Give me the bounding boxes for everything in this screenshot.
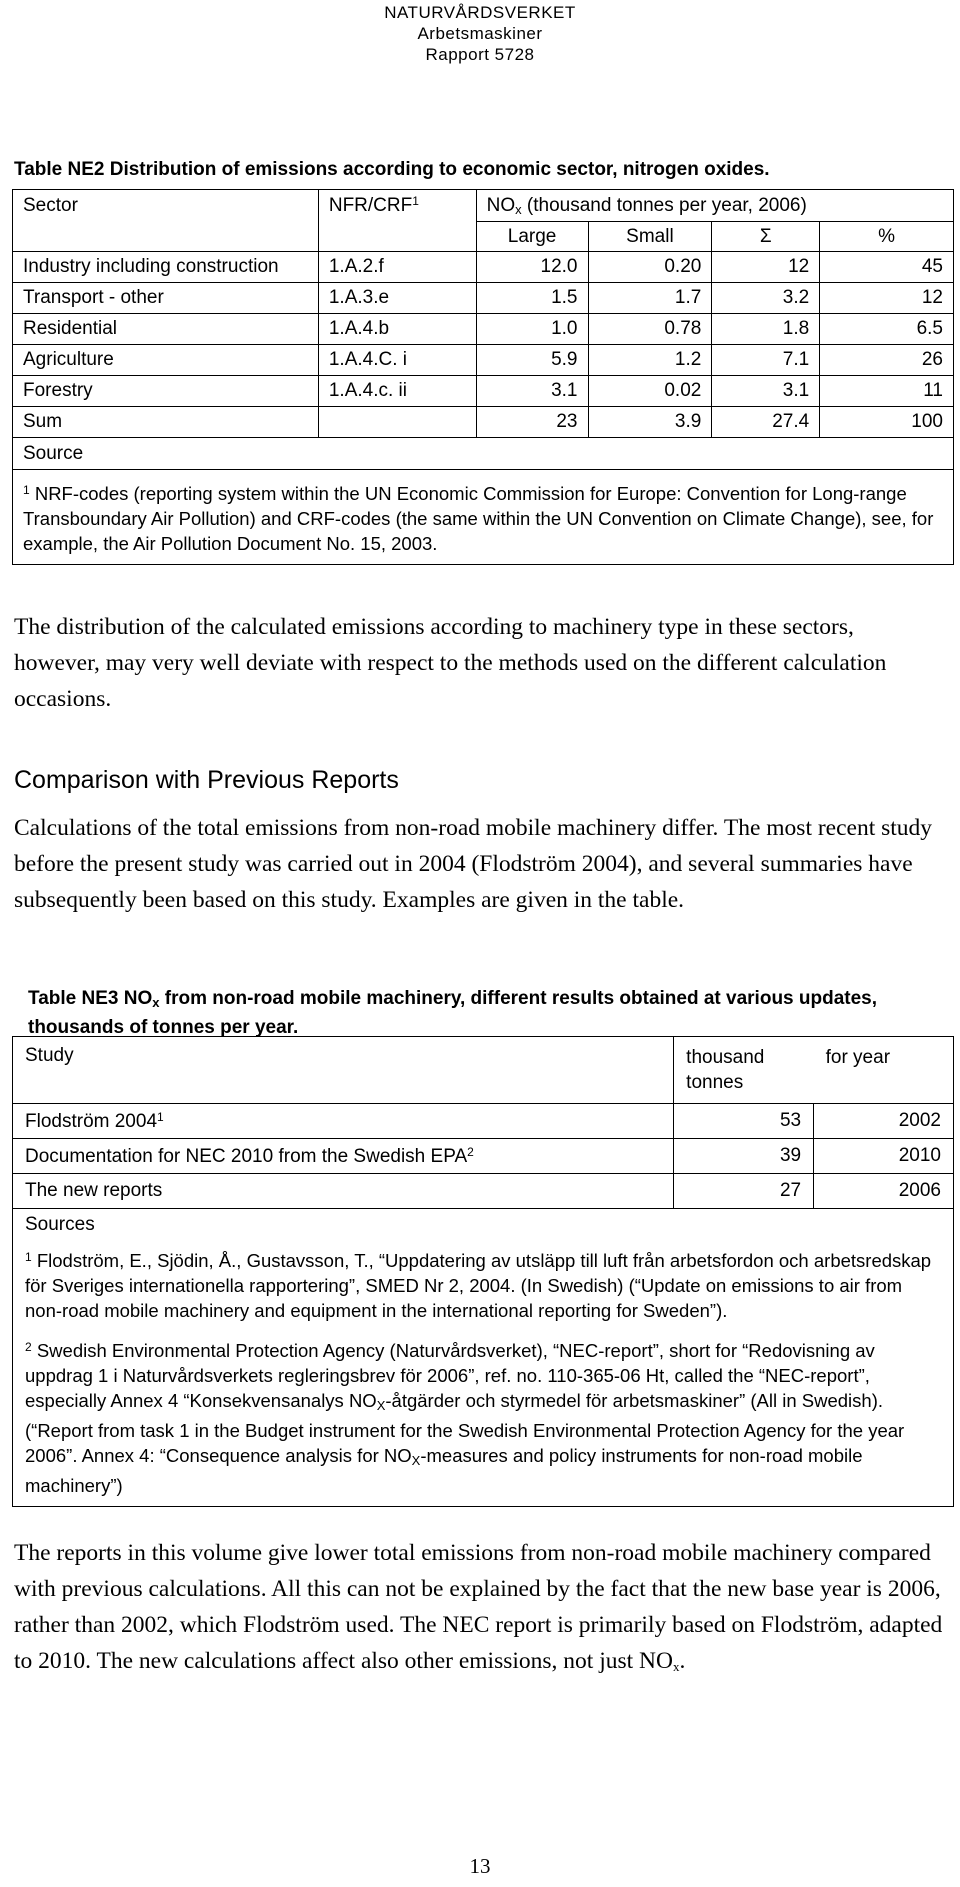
table-ne3 [12,1036,954,1507]
cell-large: 1.5 [476,283,588,314]
header-nox: $NO_x$ (thousand tonnes per year, 2006) [476,190,953,222]
header-percent: % [820,222,954,252]
table-row [13,1174,954,1209]
cell-sum: 7.1 [712,345,820,376]
cell-large: 5.9 [476,345,588,376]
header-year: for year [814,1037,954,1104]
cell-code: 1.A.4.c. ii [318,376,476,407]
cell-small: 1.7 [588,283,712,314]
cell-large: 3.1 [476,376,588,407]
cell-sector: Transport - other [13,283,319,314]
cell-code [318,407,476,438]
cell-year: 2002 [814,1104,954,1139]
header-small: Small [588,222,712,252]
cell-value: 39 [674,1139,814,1174]
header-nfr: NFR/CRF$^1$ [318,190,476,222]
section-heading: Comparison with Previous Reports [14,766,399,794]
table-ne2-caption: Table NE2 Distribution of emissions according to economic sector, nitrogen oxides. [14,159,770,180]
cell-code: 1.A.4.C. i [318,345,476,376]
cell-small: 3.9 [588,407,712,438]
table-row [13,283,954,314]
table-row-sum [13,407,954,438]
table-row [13,1104,954,1139]
cell-large: 1.0 [476,314,588,345]
header-study: Study [13,1037,674,1104]
cell-sector: Sum [13,407,319,438]
cell-sector: Residential [13,314,319,345]
cell-large: 12.0 [476,252,588,283]
cell-sector: Industry including construction [13,252,319,283]
cell-small: 0.02 [588,376,712,407]
header-large: Large [476,222,588,252]
cell-percent: 45 [820,252,954,283]
cell-study: The new reports [13,1174,674,1209]
header-subject: Arbetsmaskiner [417,24,543,43]
cell-sum: 27.4 [712,407,820,438]
page-number: 13 [469,1854,491,1878]
cell-code: 1.A.4.b [318,314,476,345]
cell-large: 23 [476,407,588,438]
cell-value: 27 [674,1174,814,1209]
cell-study: Flodström 2004$^1$ [13,1104,674,1139]
header-sigma: Σ [712,222,820,252]
header-sector: Sector [13,190,319,222]
cell-sum: 1.8 [712,314,820,345]
cell-sum: 12 [712,252,820,283]
cell-small: 0.78 [588,314,712,345]
cell-study: Documentation for NEC 2010 from the Swedish EPA$^2$ [13,1139,674,1174]
header-org: NATURVÅRDSVERKET [384,3,576,22]
cell-sector: Agriculture [13,345,319,376]
table-row [13,252,954,283]
cell-sector: Forestry [13,376,319,407]
cell-value: 53 [674,1104,814,1139]
cell-year: 2010 [814,1139,954,1174]
cell-small: 0.20 [588,252,712,283]
cell-percent: 12 [820,283,954,314]
paragraph-distribution: The distribution of the calculated emissions according to machinery type in these sectors, however, may very well deviate with respect to the methods used on the different calculation occasions. [14,614,887,712]
header-unit: thousand tonnes [674,1037,814,1104]
table-row [13,1139,954,1174]
page-header [0,2,960,65]
cell-year: 2006 [814,1174,954,1209]
table-ne2-source-label: Source [13,438,954,470]
footnote-1: $^1$ Flodström, E., Sjödin, Å., Gustavsson, T., “Uppdatering av utsläpp till luft från arbetsfordon och arbetsredskap för Sveriges internationella rapportering”, SMED Nr 2, 2004. (In Swedish) (“Update on emissions to air from non-road mobile machinery and equipment in the international reporting for Sweden”). [25,1250,932,1321]
table-ne3-sources-label: Sources [13,1209,954,1242]
cell-code: 1.A.2.f [318,252,476,283]
table-ne2-footnote: $^1$ NRF-codes (reporting system within the UN Economic Commission for Europe: Convention for Long-range Transboundary Air Pollution) and CRF-codes (the same within the UN Convention on Climate Change), see, for example, the Air Pollution Document No. 15, 2003. [13,470,954,565]
header-blank-2 [318,222,476,252]
header-blank-1 [13,222,319,252]
table-ne2 [12,189,954,565]
cell-percent: 100 [820,407,954,438]
paragraph-comparison: Calculations of the total emissions from non-road mobile machinery differ. The most recent study before the present study was carried out in 2004 (Flodström 2004), and several summaries have subsequently been based on this study. Examples are given in the table. [14,815,933,913]
table-row [13,314,954,345]
table-ne3-caption: Table NE3 $NO_x$ from non-road mobile machinery, different results obtained at various updates, thousands of tonnes per year. [28,988,878,1038]
cell-percent: 6.5 [820,314,954,345]
cell-percent: 11 [820,376,954,407]
header-report: Rapport 5728 [425,45,535,64]
cell-small: 1.2 [588,345,712,376]
footnote-2: $^2$ Swedish Environmental Protection Agency (Naturvårdsverket), “NEC-report”, short for “Redovisning av uppdrag 1 i Naturvårdsverkets regleringsbrev för 2006”, ref. no. 110-365-06 Ht, called the “NEC-report”, especially Annex 4 “Konsekvensanalys $NO_X$-åtgärder och styrmedel för arbetsmaskiner” (All in Swedish). (“Report from task 1 in the Budget instrument for the Swedish Environmental Protection Agency for the year 2006”. Annex 4: “Consequence analysis for $NO_X$-measures and policy instruments for non-road mobile machinery”) [25,1340,905,1496]
cell-sum: 3.1 [712,376,820,407]
cell-code: 1.A.3.e [318,283,476,314]
paragraph-reports: The reports in this volume give lower total emissions from non-road mobile machinery compared with previous calculations. All this can not be explained by the fact that the new base year is 2006, rather than 2002, which Flodström used. The NEC report is primarily based on Flodström, adapted to 2010. The new calculations affect also other emissions, not just $NO_x$. [14,1540,943,1674]
table-ne3-notes [13,1241,954,1507]
cell-percent: 26 [820,345,954,376]
table-row [13,345,954,376]
cell-sum: 3.2 [712,283,820,314]
table-row [13,376,954,407]
